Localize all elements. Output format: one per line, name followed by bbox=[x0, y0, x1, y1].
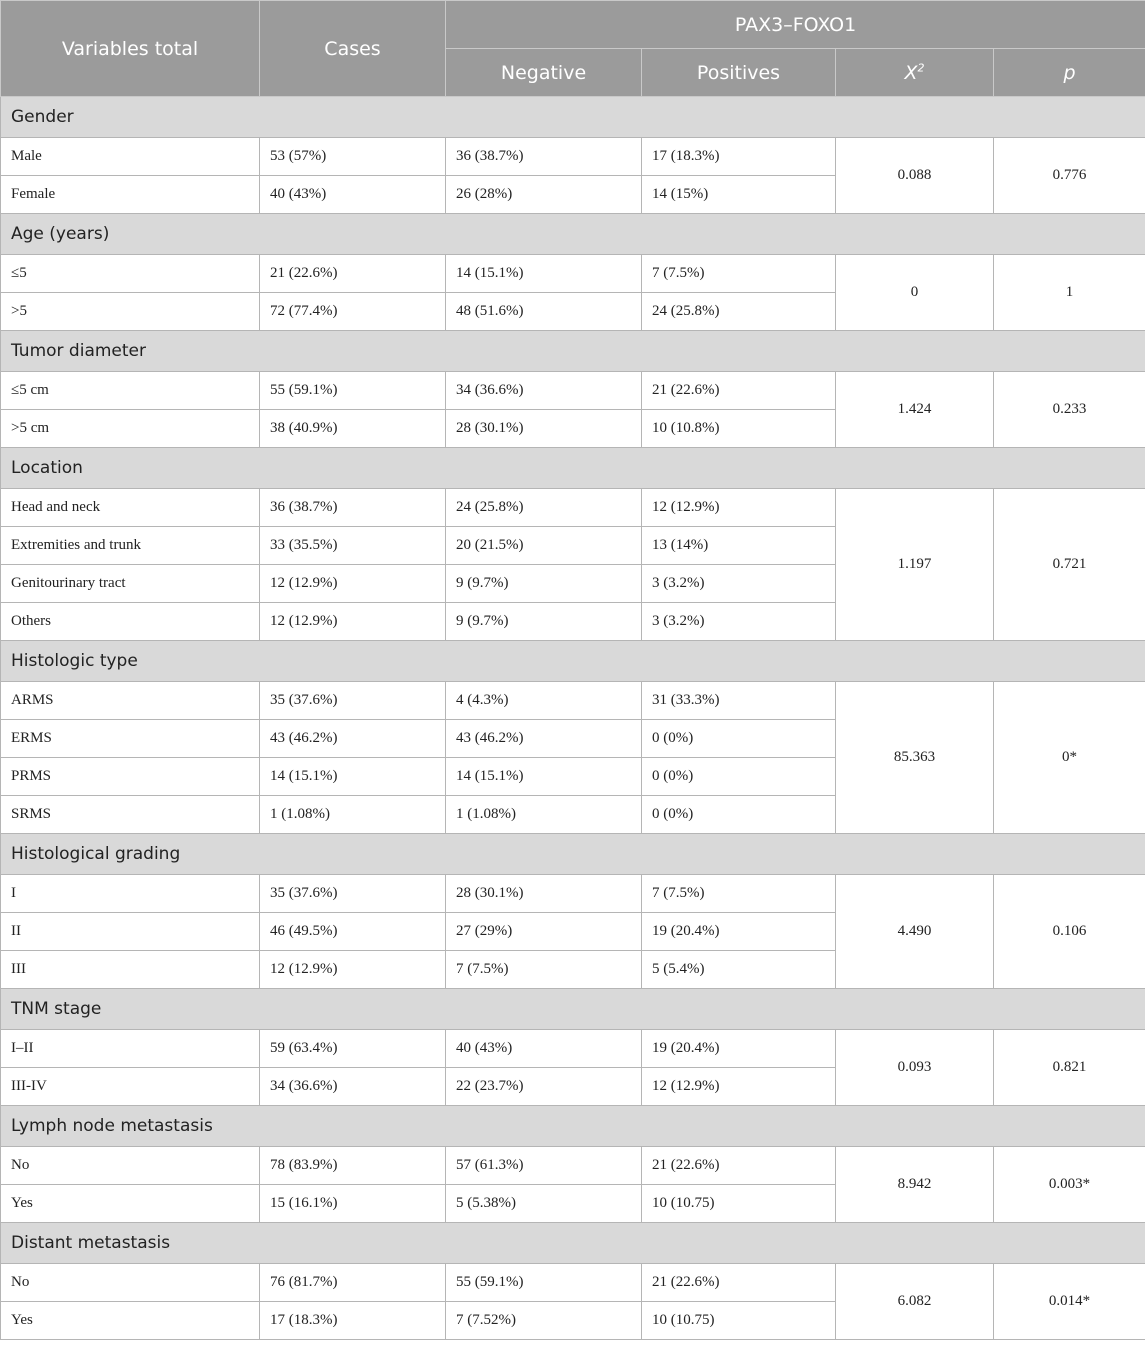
row-label: Extremities and trunk bbox=[1, 527, 260, 565]
row-label: II bbox=[1, 913, 260, 951]
section-header-row bbox=[1, 1223, 1145, 1264]
section-header-row bbox=[1, 834, 1145, 875]
section-title: Lymph node metastasis bbox=[1, 1106, 1145, 1147]
cases-cell: 59 (63.4%) bbox=[260, 1030, 446, 1068]
cases-cell: 12 (12.9%) bbox=[260, 603, 446, 641]
positive-cell: 0 (0%) bbox=[642, 720, 836, 758]
negative-cell: 9 (9.7%) bbox=[446, 565, 642, 603]
negative-cell: 14 (15.1%) bbox=[446, 758, 642, 796]
positive-cell: 21 (22.6%) bbox=[642, 372, 836, 410]
table-row bbox=[1, 1030, 1145, 1068]
section-header-row bbox=[1, 214, 1145, 255]
row-label: Yes bbox=[1, 1185, 260, 1223]
section-title: TNM stage bbox=[1, 989, 1145, 1030]
row-label: Female bbox=[1, 176, 260, 214]
negative-cell: 7 (7.5%) bbox=[446, 951, 642, 989]
cases-cell: 14 (15.1%) bbox=[260, 758, 446, 796]
section-title: Histologic type bbox=[1, 641, 1145, 682]
cases-cell: 21 (22.6%) bbox=[260, 255, 446, 293]
cases-cell: 1 (1.08%) bbox=[260, 796, 446, 834]
p-value: 0.721 bbox=[994, 489, 1145, 641]
row-label: PRMS bbox=[1, 758, 260, 796]
cases-cell: 55 (59.1%) bbox=[260, 372, 446, 410]
section-title: Distant metastasis bbox=[1, 1223, 1145, 1264]
negative-cell: 57 (61.3%) bbox=[446, 1147, 642, 1185]
positive-cell: 19 (20.4%) bbox=[642, 913, 836, 951]
chi-square-superscript: 2 bbox=[917, 61, 925, 75]
cases-cell: 78 (83.9%) bbox=[260, 1147, 446, 1185]
row-label: I bbox=[1, 875, 260, 913]
chi-square-value: 6.082 bbox=[836, 1264, 994, 1340]
section-header-row bbox=[1, 331, 1145, 372]
positive-cell: 13 (14%) bbox=[642, 527, 836, 565]
cases-cell: 35 (37.6%) bbox=[260, 875, 446, 913]
positive-cell: 31 (33.3%) bbox=[642, 682, 836, 720]
p-value: 0.106 bbox=[994, 875, 1145, 989]
positive-cell: 10 (10.75) bbox=[642, 1302, 836, 1340]
header-pax3-foxo1: PAX3–FOXO1 bbox=[446, 1, 1145, 49]
row-label: Yes bbox=[1, 1302, 260, 1340]
negative-cell: 28 (30.1%) bbox=[446, 410, 642, 448]
negative-cell: 28 (30.1%) bbox=[446, 875, 642, 913]
p-value: 0.014* bbox=[994, 1264, 1145, 1340]
row-label: ≤5 bbox=[1, 255, 260, 293]
positive-cell: 14 (15%) bbox=[642, 176, 836, 214]
row-label: Head and neck bbox=[1, 489, 260, 527]
cases-cell: 46 (49.5%) bbox=[260, 913, 446, 951]
chi-square-value: 1.197 bbox=[836, 489, 994, 641]
cases-cell: 43 (46.2%) bbox=[260, 720, 446, 758]
negative-cell: 7 (7.52%) bbox=[446, 1302, 642, 1340]
table-row bbox=[1, 1264, 1145, 1302]
header-negative: Negative bbox=[446, 49, 642, 97]
positive-cell: 5 (5.4%) bbox=[642, 951, 836, 989]
positive-cell: 17 (18.3%) bbox=[642, 138, 836, 176]
negative-cell: 20 (21.5%) bbox=[446, 527, 642, 565]
cases-cell: 17 (18.3%) bbox=[260, 1302, 446, 1340]
cases-cell: 35 (37.6%) bbox=[260, 682, 446, 720]
row-label: Male bbox=[1, 138, 260, 176]
section-header-row bbox=[1, 641, 1145, 682]
cases-cell: 72 (77.4%) bbox=[260, 293, 446, 331]
row-label: No bbox=[1, 1264, 260, 1302]
p-value: 0.821 bbox=[994, 1030, 1145, 1106]
positive-cell: 0 (0%) bbox=[642, 758, 836, 796]
negative-cell: 22 (23.7%) bbox=[446, 1068, 642, 1106]
row-label: SRMS bbox=[1, 796, 260, 834]
negative-cell: 40 (43%) bbox=[446, 1030, 642, 1068]
p-value: 0* bbox=[994, 682, 1145, 834]
positive-cell: 19 (20.4%) bbox=[642, 1030, 836, 1068]
cases-cell: 36 (38.7%) bbox=[260, 489, 446, 527]
negative-cell: 5 (5.38%) bbox=[446, 1185, 642, 1223]
positive-cell: 24 (25.8%) bbox=[642, 293, 836, 331]
positive-cell: 3 (3.2%) bbox=[642, 603, 836, 641]
positive-cell: 7 (7.5%) bbox=[642, 875, 836, 913]
p-value: 0.233 bbox=[994, 372, 1145, 448]
negative-cell: 1 (1.08%) bbox=[446, 796, 642, 834]
header-p-value: p bbox=[994, 49, 1145, 97]
chi-square-value: 0 bbox=[836, 255, 994, 331]
negative-cell: 48 (51.6%) bbox=[446, 293, 642, 331]
negative-cell: 43 (46.2%) bbox=[446, 720, 642, 758]
cases-cell: 38 (40.9%) bbox=[260, 410, 446, 448]
p-value: 0.003* bbox=[994, 1147, 1145, 1223]
negative-cell: 9 (9.7%) bbox=[446, 603, 642, 641]
cases-cell: 15 (16.1%) bbox=[260, 1185, 446, 1223]
table-row bbox=[1, 489, 1145, 527]
row-label: III-IV bbox=[1, 1068, 260, 1106]
cases-cell: 33 (35.5%) bbox=[260, 527, 446, 565]
negative-cell: 4 (4.3%) bbox=[446, 682, 642, 720]
section-header-row bbox=[1, 1106, 1145, 1147]
table-body bbox=[1, 97, 1145, 1340]
cases-cell: 34 (36.6%) bbox=[260, 1068, 446, 1106]
positive-cell: 10 (10.75) bbox=[642, 1185, 836, 1223]
negative-cell: 34 (36.6%) bbox=[446, 372, 642, 410]
table-row bbox=[1, 682, 1145, 720]
table-row bbox=[1, 372, 1145, 410]
row-label: III bbox=[1, 951, 260, 989]
negative-cell: 26 (28%) bbox=[446, 176, 642, 214]
row-label: >5 bbox=[1, 293, 260, 331]
negative-cell: 27 (29%) bbox=[446, 913, 642, 951]
row-label: Genitourinary tract bbox=[1, 565, 260, 603]
row-label: ≤5 cm bbox=[1, 372, 260, 410]
header-variables-total: Variables total bbox=[1, 1, 260, 97]
negative-cell: 36 (38.7%) bbox=[446, 138, 642, 176]
cases-cell: 53 (57%) bbox=[260, 138, 446, 176]
positive-cell: 3 (3.2%) bbox=[642, 565, 836, 603]
row-label: Others bbox=[1, 603, 260, 641]
section-title: Histological grading bbox=[1, 834, 1145, 875]
header-positives: Positives bbox=[642, 49, 836, 97]
table-header bbox=[1, 1, 1145, 97]
row-label: ERMS bbox=[1, 720, 260, 758]
chi-square-value: 85.363 bbox=[836, 682, 994, 834]
positive-cell: 7 (7.5%) bbox=[642, 255, 836, 293]
table-row bbox=[1, 875, 1145, 913]
section-title: Tumor diameter bbox=[1, 331, 1145, 372]
p-value: 1 bbox=[994, 255, 1145, 331]
chi-square-value: 0.088 bbox=[836, 138, 994, 214]
chi-square-value: 4.490 bbox=[836, 875, 994, 989]
row-label: No bbox=[1, 1147, 260, 1185]
row-label: I–II bbox=[1, 1030, 260, 1068]
positive-cell: 12 (12.9%) bbox=[642, 1068, 836, 1106]
row-label: ARMS bbox=[1, 682, 260, 720]
section-title: Gender bbox=[1, 97, 1145, 138]
section-header-row bbox=[1, 989, 1145, 1030]
section-header-row bbox=[1, 97, 1145, 138]
chi-square-value: 0.093 bbox=[836, 1030, 994, 1106]
section-header-row bbox=[1, 448, 1145, 489]
positive-cell: 10 (10.8%) bbox=[642, 410, 836, 448]
chi-square-symbol: X bbox=[904, 61, 918, 84]
negative-cell: 55 (59.1%) bbox=[446, 1264, 642, 1302]
chi-square-value: 1.424 bbox=[836, 372, 994, 448]
chi-square-value: 8.942 bbox=[836, 1147, 994, 1223]
section-title: Location bbox=[1, 448, 1145, 489]
cases-cell: 12 (12.9%) bbox=[260, 951, 446, 989]
positive-cell: 21 (22.6%) bbox=[642, 1147, 836, 1185]
section-title: Age (years) bbox=[1, 214, 1145, 255]
positive-cell: 12 (12.9%) bbox=[642, 489, 836, 527]
cases-cell: 12 (12.9%) bbox=[260, 565, 446, 603]
positive-cell: 0 (0%) bbox=[642, 796, 836, 834]
header-cases: Cases bbox=[260, 1, 446, 97]
cases-cell: 40 (43%) bbox=[260, 176, 446, 214]
cases-cell: 76 (81.7%) bbox=[260, 1264, 446, 1302]
negative-cell: 24 (25.8%) bbox=[446, 489, 642, 527]
table-row bbox=[1, 255, 1145, 293]
table-row bbox=[1, 138, 1145, 176]
table-row bbox=[1, 1147, 1145, 1185]
negative-cell: 14 (15.1%) bbox=[446, 255, 642, 293]
p-value: 0.776 bbox=[994, 138, 1145, 214]
row-label: >5 cm bbox=[1, 410, 260, 448]
positive-cell: 21 (22.6%) bbox=[642, 1264, 836, 1302]
header-chi-square bbox=[836, 49, 994, 97]
